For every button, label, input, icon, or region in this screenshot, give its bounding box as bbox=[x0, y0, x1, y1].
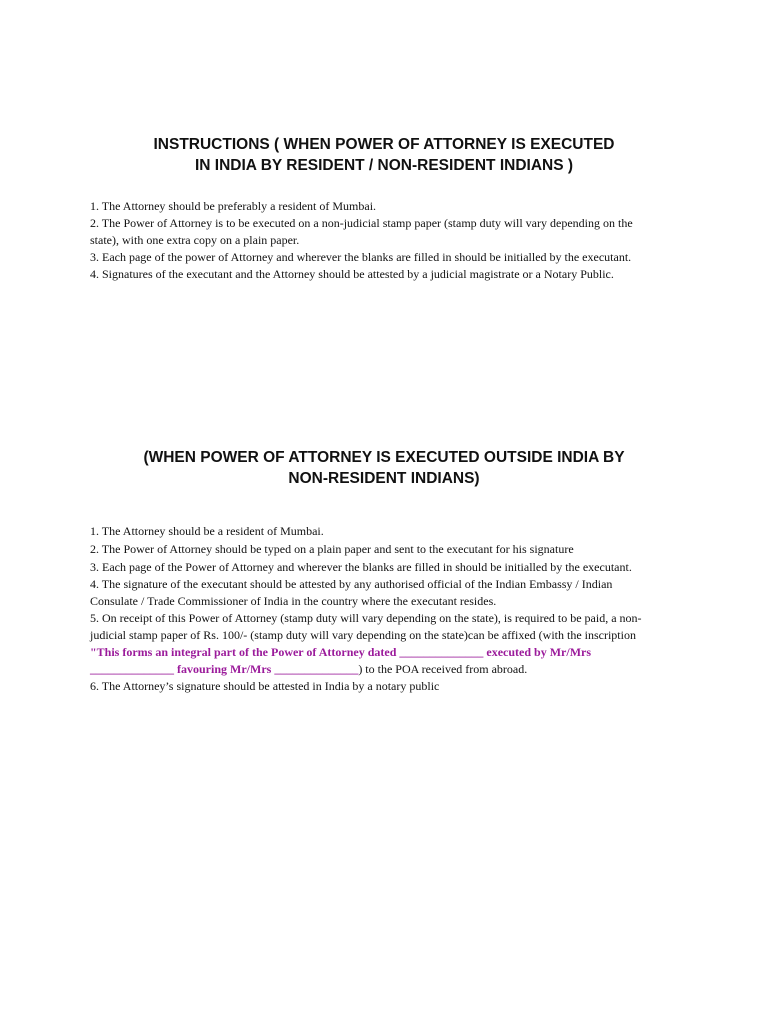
section1-heading bbox=[0, 134, 768, 176]
section1-item-1 bbox=[90, 198, 690, 215]
section2-item-4-line2: Consulate / Trade Commissioner of India in the country where the executant resides. bbox=[90, 594, 497, 608]
section2-heading-line1: (WHEN POWER OF ATTORNEY IS EXECUTED OUTSIDE INDIA BY bbox=[143, 449, 625, 466]
section2-item-5-inscription-line1: "This forms an integral part of the Power of Attorney dated ______________ executed by Mr/Mrs bbox=[90, 645, 592, 659]
section2-item-1 bbox=[90, 523, 690, 540]
section1-item-4 bbox=[90, 266, 690, 283]
section2-heading-line2: NON-RESIDENT INDIANS) bbox=[288, 470, 480, 487]
section2-heading bbox=[0, 447, 768, 489]
section2-item-2 bbox=[90, 541, 690, 558]
section2-item-2-text: 2. The Power of Attorney should be typed on a plain paper and sent to the executant for his signature bbox=[90, 542, 574, 556]
section1-heading-line1: INSTRUCTIONS ( WHEN POWER OF ATTORNEY IS EXECUTED bbox=[153, 136, 615, 153]
section1-item-3 bbox=[90, 249, 690, 266]
section2-item-6-text: 6. The Attorney’s signature should be attested in India by a notary public bbox=[90, 679, 440, 693]
section2-item-3-text: 3. Each page of the Power of Attorney and wherever the blanks are filled in should be initialled by the executant. bbox=[90, 560, 632, 574]
section2-item-6 bbox=[90, 678, 690, 695]
section1-item-3-text: 3. Each page of the power of Attorney and wherever the blanks are filled in should be initialled by the executant. bbox=[90, 250, 632, 264]
section2-item-5 bbox=[90, 610, 690, 678]
section1-item-2-line1: 2. The Power of Attorney is to be executed on a non-judicial stamp paper (stamp duty will vary depending on the bbox=[90, 216, 633, 230]
section2-item-5-line2: judicial stamp paper of Rs. 100/- (stamp duty will vary depending on the state)can be affixed (with the inscription bbox=[90, 628, 636, 642]
section1-item-4-text: 4. Signatures of the executant and the Attorney should be attested by a judicial magistrate or a Notary Public. bbox=[90, 267, 614, 281]
section1-heading-line2: IN INDIA BY RESIDENT / NON-RESIDENT INDIANS ) bbox=[194, 157, 574, 174]
section2-item-5-line1: 5. On receipt of this Power of Attorney (stamp duty will vary depending on the state), is required to be paid, a non- bbox=[90, 611, 642, 625]
section1-item-2 bbox=[90, 215, 690, 249]
section2-item-5-inscription-line2: ______________ favouring Mr/Mrs ______________ bbox=[90, 662, 359, 676]
section2-item-5-tail: ) to the POA received from abroad. bbox=[358, 662, 528, 676]
section2-item-5-line4 bbox=[90, 661, 690, 678]
section2-instructions-list bbox=[90, 523, 690, 695]
section1-instructions-list bbox=[90, 198, 690, 283]
section2-item-4 bbox=[90, 576, 690, 610]
section2-item-3 bbox=[90, 559, 690, 576]
section2-item-1-text: 1. The Attorney should be a resident of Mumbai. bbox=[90, 524, 324, 538]
section1-item-2-line2: state), with one extra copy on a plain paper. bbox=[90, 233, 300, 247]
section1-item-1-text: 1. The Attorney should be preferably a resident of Mumbai. bbox=[90, 199, 377, 213]
section2-item-4-line1: 4. The signature of the executant should be attested by any authorised official of the Indian Embassy / Indian bbox=[90, 577, 613, 591]
